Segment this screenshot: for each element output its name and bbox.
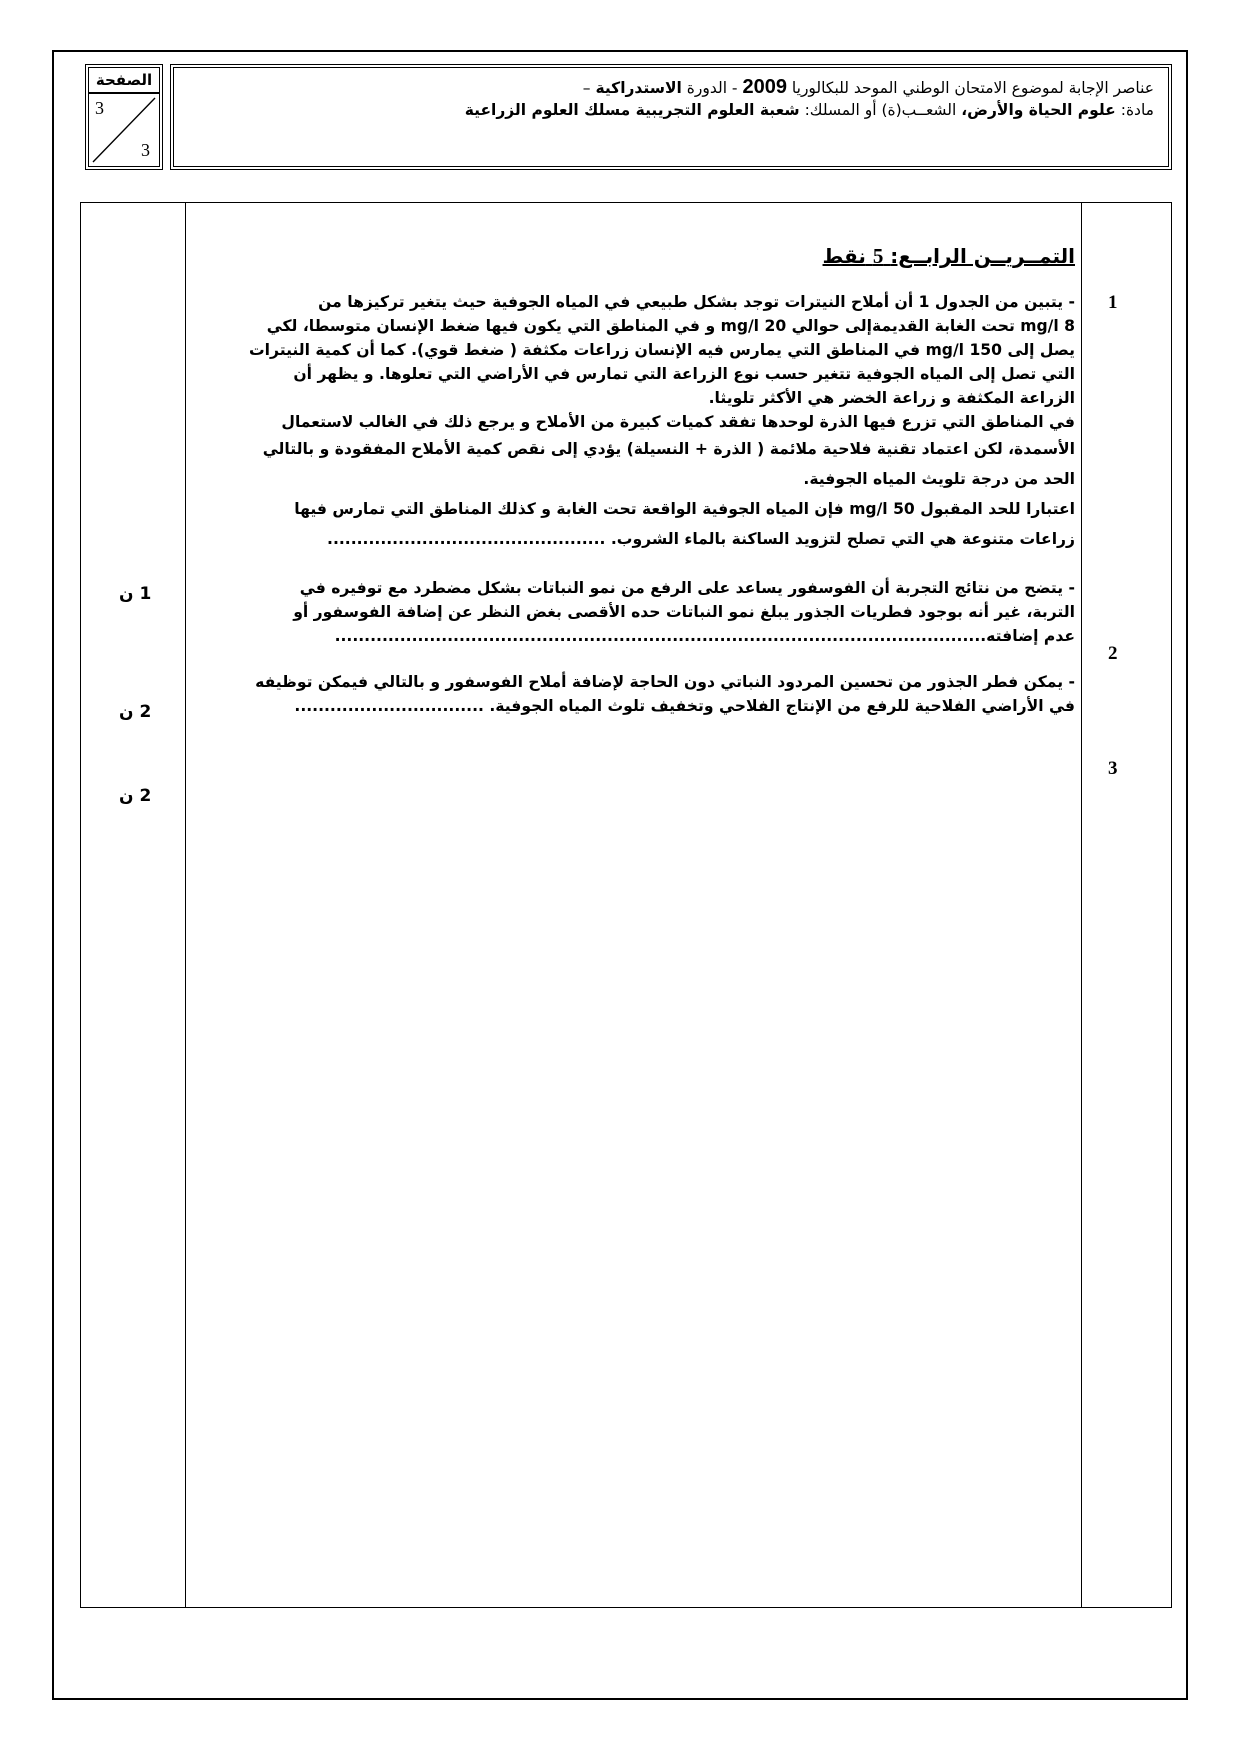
header-box — [170, 64, 1172, 170]
subject-name: علوم الحياة والأرض، — [961, 101, 1116, 119]
answer-line: الزراعة المكثفة و زراعة الخضر هي الأكثر تلويثا. — [708, 389, 1075, 407]
session-name: الاستدراكية — [595, 79, 682, 97]
exercise-title: التمــريــن الرابــع: 5 نقط — [822, 244, 1075, 268]
exam-year: 2009 — [742, 76, 787, 98]
answer-1 — [187, 290, 1075, 554]
score-2: 2 ن — [119, 702, 152, 722]
answer-line: الأسمدة، لكن اعتماد تقنية فلاحية ملائمة ( الذرة + النسيلة) يؤدي إلى نقص كمية الأملاح المفقودة و بالتالي — [262, 440, 1075, 458]
answers-content — [187, 202, 1075, 718]
answer-2 — [187, 576, 1075, 648]
question-number-3: 3 — [1108, 758, 1118, 779]
answer-3 — [187, 670, 1075, 718]
answer-line: اعتبارا للحد المقبول 50 mg/l فإن المياه الجوفية الواقعة تحت الغابة و كذلك المناطق التي تمارس فيها — [294, 500, 1075, 518]
answer-line: يصل إلى 150 mg/l في المناطق التي يمارس فيه الإنسان زراعات مكثفة ( ضغط قوي). كما أن كمية النيترات — [248, 341, 1075, 359]
answer-line: في المناطق التي تزرع فيها الذرة لوحدها تفقد كميات كبيرة من الأملاح و يرجع ذلك في الغالب لاستعمال — [281, 413, 1075, 431]
answer-line: mg/l 8 تحت الغابة القديمةإلى حوالي 20 mg/l و في المناطق التي يكون فيها ضغط الإنسان متوسطا، لكي — [266, 317, 1075, 335]
header-line-2: مادة: علوم الحياة والأرض، الشعــب(ة) أو المسلك: شعبة العلوم التجريبية مسلك العلوم الزراعية — [464, 101, 1154, 119]
score-column-divider — [185, 203, 186, 1607]
answer-line: - يمكن فطر الجذور من تحسين المردود النباتي دون الحاجة لإضافة أملاح الفوسفور و بالتالي فيمكن توظيفه — [255, 673, 1075, 691]
answer-line: عدم إضافته.............................................................................................................. — [334, 627, 1075, 645]
question-number-2: 2 — [1108, 643, 1118, 664]
answer-line: التربة، غير أنه بوجود فطريات الجذور يبلغ نمو النباتات حده الأقصى بغض النظر عن إضافة الفوسفور أو — [293, 603, 1075, 621]
page-number-box — [85, 64, 163, 170]
score-1: 1 ن — [119, 584, 152, 604]
page-label: الصفحة — [89, 68, 159, 94]
page-current: 3 — [95, 98, 104, 118]
answer-line: الحد من درجة تلويث المياه الجوفية. — [803, 470, 1075, 488]
question-number-1: 1 — [1108, 292, 1118, 313]
answer-line: في الأراضي الفلاحية للرفع من الإنتاج الفلاحي وتخفيف تلوث المياه الجوفية. ................................ — [294, 697, 1075, 715]
answer-line: التي تصل إلى المياه الجوفية تتغير حسب نوع الزراعة التي تمارس في الأراضي التي تعلوها. و يظهر أن — [293, 365, 1075, 383]
answer-line: - يتضح من نتائج التجربة أن الفوسفور يساعد على الرفع من نمو النباتات بشكل مضطرد مع توفيره في — [299, 579, 1075, 597]
number-column-divider — [1081, 203, 1082, 1607]
answer-line: زراعات متنوعة هي التي تصلح لتزويد الساكنة بالماء الشروب. ............................................... — [327, 530, 1075, 548]
score-3: 2 ن — [119, 786, 152, 806]
page-total: 3 — [141, 140, 150, 160]
stream-name: شعبة العلوم التجريبية مسلك العلوم الزراعية — [464, 101, 800, 119]
answer-line: - يتبين من الجدول 1 أن أملاح النيترات توجد بشكل طبيعي في المياه الجوفية حيث يتغير تركيزها من — [318, 293, 1075, 311]
header-line-1: عناصر الإجابة لموضوع الامتحان الوطني الموحد للبكالوريا 2009 - الدورة الاستدراكية – — [582, 76, 1154, 98]
